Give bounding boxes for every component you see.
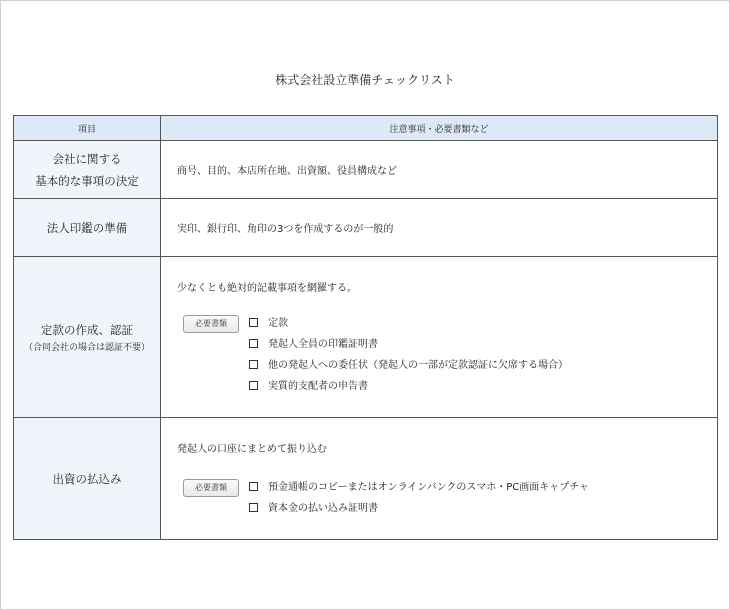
- row-notes-cell: [161, 141, 718, 199]
- table-header-row: [14, 116, 718, 141]
- checklist-table: [13, 115, 718, 540]
- row-notes-cell: [161, 257, 718, 418]
- row-item-cell: [14, 199, 161, 257]
- table-row: [14, 418, 718, 540]
- doc-label: 預金通帳のコピーまたはオンラインバンクのスマホ・PC画面キャプチャ: [268, 482, 589, 493]
- row-notes-cell: [161, 418, 718, 540]
- row-item-label: 法人印鑑の準備: [46, 220, 128, 235]
- header-notes: 注意事項・必要書類など: [161, 116, 718, 141]
- row-item-cell: [14, 418, 161, 540]
- list-item: [249, 376, 568, 397]
- doc-label: 他の発起人への委任状（発起人の一部が定款認証に欠席する場合）: [268, 360, 568, 371]
- required-docs-button[interactable]: 必要書類: [183, 479, 239, 497]
- table-row: [14, 257, 718, 418]
- row-notes-text: 少なくとも絶対的記載事項を網羅する。: [177, 283, 357, 294]
- page-title: 株式会社設立準備チェックリスト: [275, 73, 455, 87]
- checkbox[interactable]: [249, 482, 258, 491]
- list-item: [249, 498, 589, 519]
- doc-label: 資本金の払い込み証明書: [268, 503, 378, 514]
- checkbox[interactable]: [249, 381, 258, 390]
- row-notes-text: 商号、目的、本店所在地、出資額、役員構成など: [177, 166, 397, 177]
- checkbox[interactable]: [249, 503, 258, 512]
- list-item: [249, 313, 568, 334]
- header-item: 項目: [14, 116, 161, 141]
- row-item-cell: [14, 141, 161, 199]
- list-item: [249, 355, 568, 376]
- row-notes-text: 実印、銀行印、角印の3つを作成するのが一般的: [177, 224, 394, 235]
- row-notes-text: 発起人の口座にまとめて振り込む: [177, 444, 327, 455]
- table-row: [14, 199, 718, 257]
- doc-label: 定款: [268, 318, 288, 329]
- doc-label: 実質的支配者の申告書: [268, 381, 368, 392]
- checkbox[interactable]: [249, 318, 258, 327]
- row-notes-cell: [161, 199, 718, 257]
- required-docs-list: [249, 313, 568, 397]
- row-item-label: 定款の作成、認証: [41, 323, 133, 337]
- required-docs-button[interactable]: 必要書類: [183, 315, 239, 333]
- table-row: [14, 141, 718, 199]
- row-item-cell: [14, 257, 161, 418]
- required-docs-list: [249, 477, 589, 519]
- checkbox[interactable]: [249, 360, 258, 369]
- row-item-label: 出資の払込み: [52, 471, 122, 486]
- checkbox[interactable]: [249, 339, 258, 348]
- row-item-label: 会社に関する: [52, 151, 122, 166]
- row-item-label: 基本的な事項の決定: [35, 173, 139, 188]
- list-item: [249, 477, 589, 498]
- doc-label: 発起人全員の印鑑証明書: [268, 339, 378, 350]
- row-item-note: （合同会社の場合は認証不要）: [23, 343, 150, 353]
- list-item: [249, 334, 568, 355]
